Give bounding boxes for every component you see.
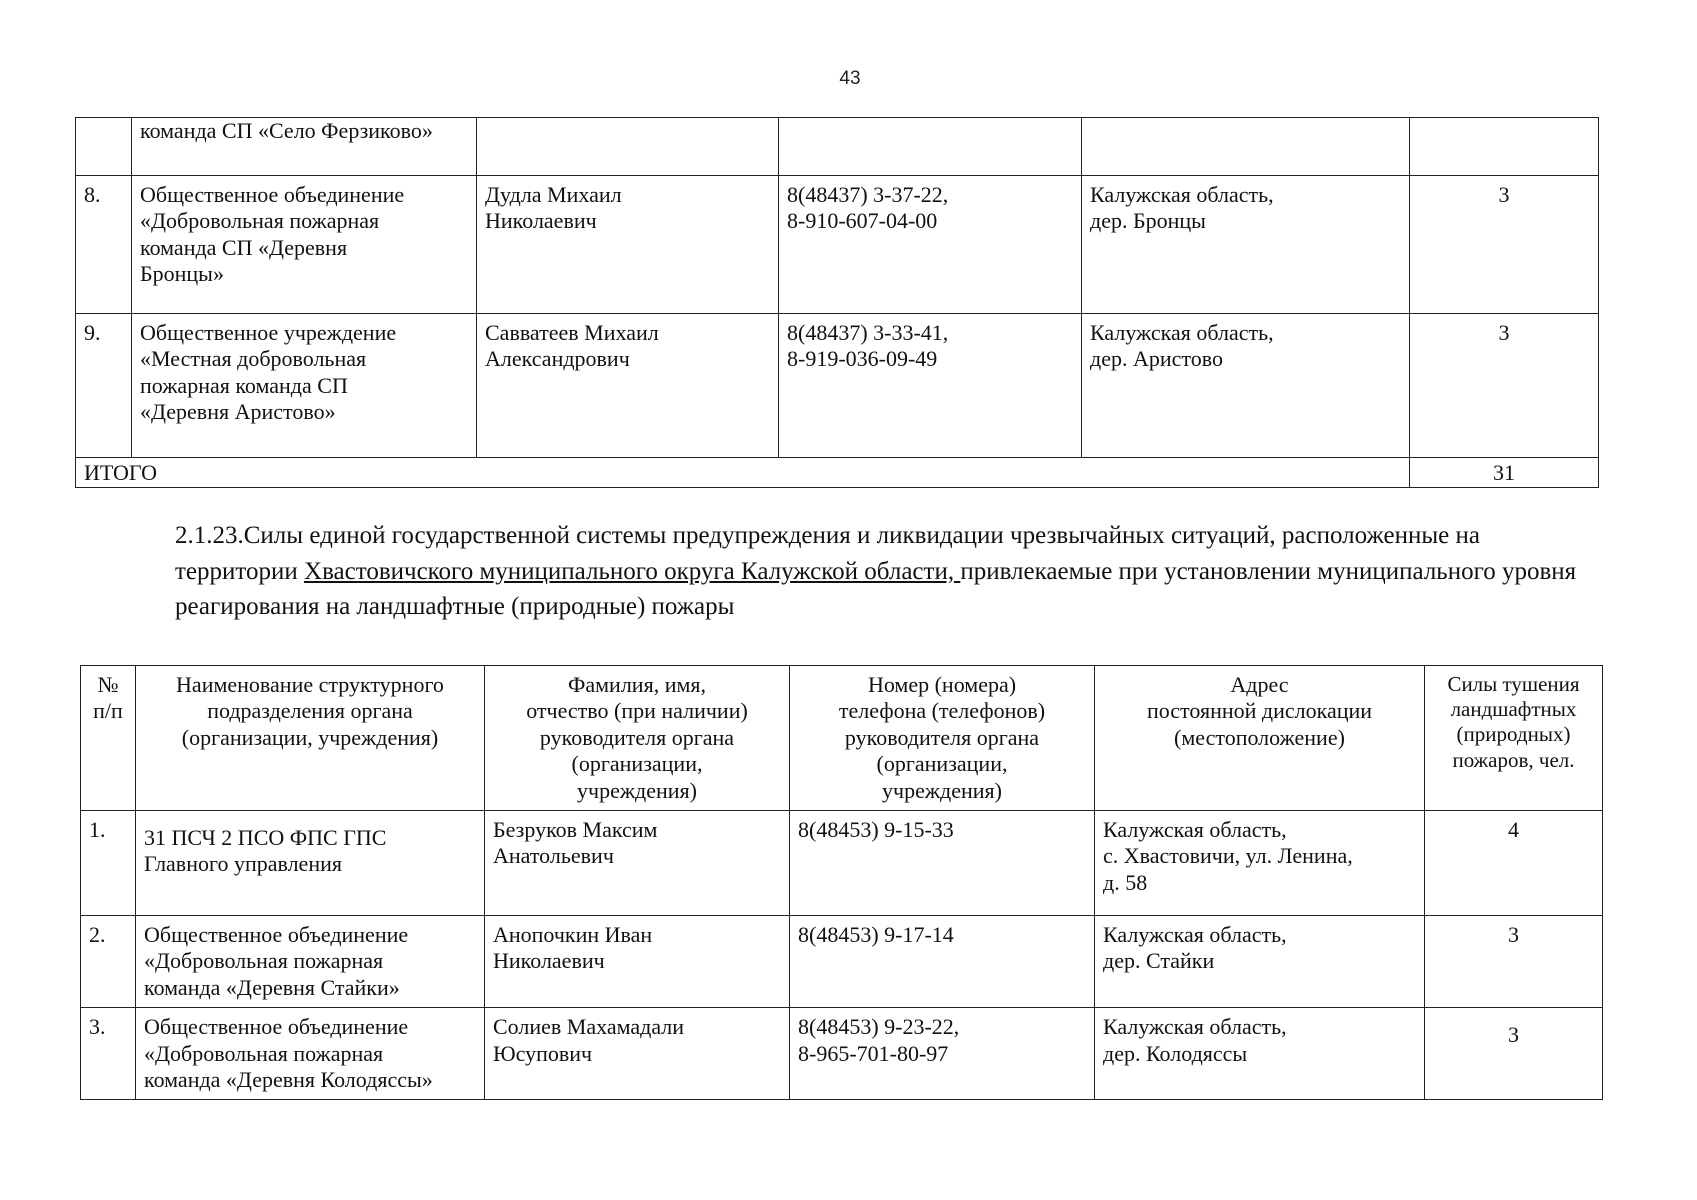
unit-name: Общественное объединение «Добровольная пожарная команда «Деревня Стайки» [136, 915, 485, 1007]
phone [779, 118, 1082, 176]
total-row [76, 458, 1599, 488]
forces-count: 3 [1410, 314, 1599, 458]
row-number: 2. [81, 915, 136, 1007]
forces-count: 4 [1425, 810, 1603, 915]
address: Калужская область, дер. Аристово [1082, 314, 1410, 458]
table-row [81, 915, 1603, 1007]
head-name [477, 118, 779, 176]
forces-count: 3 [1425, 1008, 1603, 1100]
row-number [76, 118, 132, 176]
head-name: Солиев Махамадали Юсупович [485, 1008, 790, 1100]
forces-count [1410, 118, 1599, 176]
section-heading-district: Хвастовичского муниципального округа Калужской области, [304, 557, 961, 585]
head-name: Безруков Максим Анатольевич [485, 810, 790, 915]
forces-count: 3 [1425, 915, 1603, 1007]
page-number: 43 [839, 68, 861, 89]
head-name: Анопочкин Иван Николаевич [485, 915, 790, 1007]
unit-name: Общественное объединение «Добровольная пожарная команда СП «Деревня Бронцы» [132, 176, 477, 314]
section-heading [175, 518, 1595, 625]
row-number: 3. [81, 1008, 136, 1100]
head-name: Дудла Михаил Николаевич [477, 176, 779, 314]
address: Калужская область, дер. Колодяссы [1095, 1008, 1425, 1100]
row-number: 1. [81, 810, 136, 915]
table-row [76, 176, 1599, 314]
phone: 8(48437) 3-33-41, 8-919-036-09-49 [779, 314, 1082, 458]
header-name: Наименование структурного подразделения органа (организации, учреждения) [136, 666, 485, 811]
total-value: 31 [1410, 458, 1599, 488]
header-head: Фамилия, имя, отчество (при наличии) руководителя органа (организации, учреждения) [485, 666, 790, 811]
total-label: ИТОГО [76, 458, 1410, 488]
header-forces: Силы тушения ландшафтных (природных) пожаров, чел. [1425, 666, 1603, 811]
address: Калужская область, дер. Стайки [1095, 915, 1425, 1007]
table-row [76, 314, 1599, 458]
address: Калужская область, с. Хвастовичи, ул. Ленина, д. 58 [1095, 810, 1425, 915]
table-row [81, 810, 1603, 915]
row-number: 9. [76, 314, 132, 458]
phone: 8(48453) 9-23-22, 8-965-701-80-97 [790, 1008, 1095, 1100]
unit-name: 31 ПСЧ 2 ПСО ФПС ГПС Главного управления [136, 810, 485, 915]
table-header-row [81, 666, 1603, 811]
table-row [81, 1008, 1603, 1100]
unit-name: Общественное объединение «Добровольная пожарная команда «Деревня Колодяссы» [136, 1008, 485, 1100]
address [1082, 118, 1410, 176]
phone: 8(48453) 9-15-33 [790, 810, 1095, 915]
phone: 8(48437) 3-37-22, 8-910-607-04-00 [779, 176, 1082, 314]
section-heading-prefix: 2.1.23.Силы единой государственной системы предупреждения и ликвидации чрезвычайных ситуаций, расположенные на территории [175, 522, 1480, 585]
header-address: Адрес постоянной дислокации (местоположение) [1095, 666, 1425, 811]
unit-name: команда СП «Село Ферзиково» [132, 118, 477, 176]
address: Калужская область, дер. Бронцы [1082, 176, 1410, 314]
forces-count: 3 [1410, 176, 1599, 314]
forces-table [80, 665, 1603, 1100]
header-phone: Номер (номера) телефона (телефонов) руководителя органа (организации, учреждения) [790, 666, 1095, 811]
unit-name: Общественное учреждение «Местная добровольная пожарная команда СП «Деревня Аристово» [132, 314, 477, 458]
table-continuation [75, 117, 1599, 488]
head-name: Савватеев Михаил Александрович [477, 314, 779, 458]
header-num: № п/п [81, 666, 136, 811]
section-heading-suffix: привлекаемые при установлении муниципального уровня реагирования на ландшафтные (природные) пожары [175, 557, 1577, 620]
table-row [76, 118, 1599, 176]
phone: 8(48453) 9-17-14 [790, 915, 1095, 1007]
row-number: 8. [76, 176, 132, 314]
